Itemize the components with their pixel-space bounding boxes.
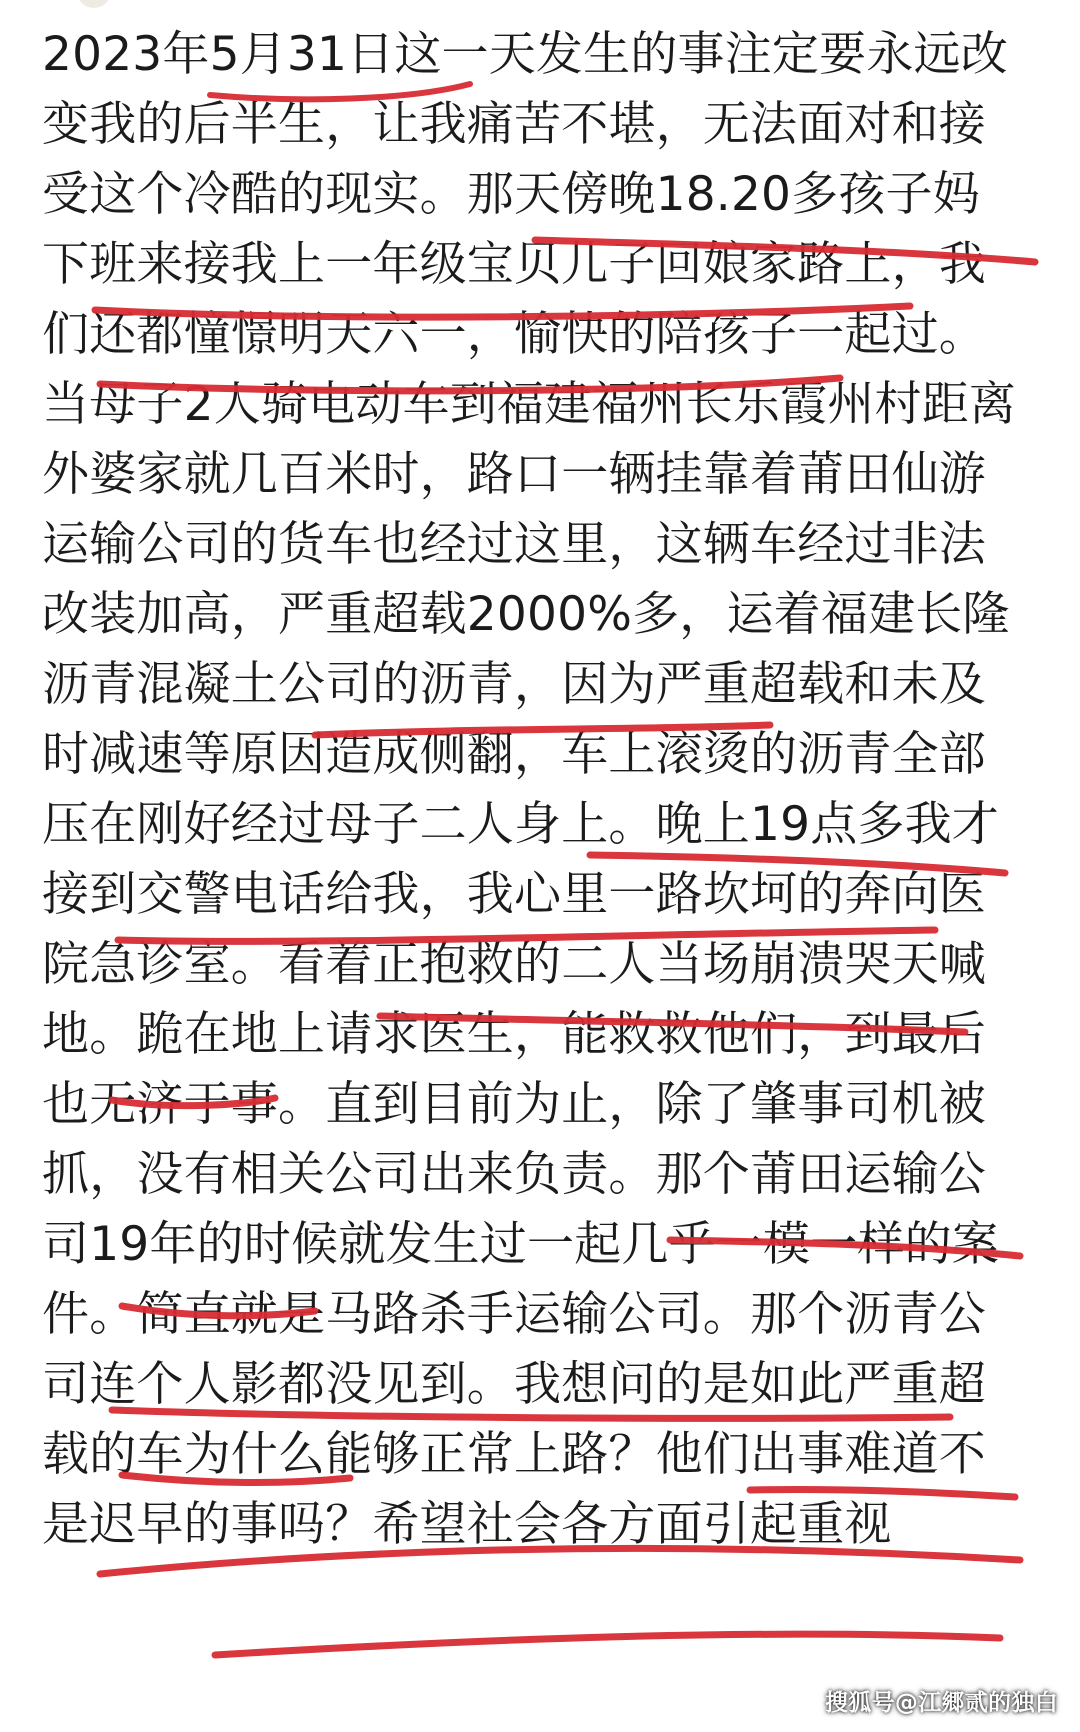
post-line-17: 抓，没有相关公司出来负责。那个莆田运输公 bbox=[42, 1147, 986, 1202]
post-line-2: 变我的后半生，让我痛苦不堪，无法面对和接 bbox=[42, 97, 986, 152]
post-line-10: 沥青混凝土公司的沥青，因为严重超载和未及 bbox=[42, 657, 986, 712]
post-line-11: 时减速等原因造成侧翻，车上滚烫的沥青全部 bbox=[42, 727, 986, 782]
post-line-14: 院急诊室。看着正抱救的二人当场崩溃哭天喊 bbox=[42, 937, 986, 992]
post-line-19: 件。简直就是马路杀手运输公司。那个沥青公 bbox=[42, 1287, 986, 1342]
post-line-22: 是迟早的事吗？希望社会各方面引起重视 bbox=[42, 1497, 892, 1552]
post-line-18: 司19年的时候就发生过一起几乎一模一样的案 bbox=[42, 1217, 1000, 1272]
post-body bbox=[42, 16, 1042, 1716]
post-line-5: 们还都憧憬明天六一，愉快的陪孩子一起过。 bbox=[42, 307, 986, 362]
post-line-4: 下班来接我上一年级宝贝儿子回娘家路上，我 bbox=[42, 237, 986, 292]
post-line-8: 运输公司的货车也经过这里，这辆车经过非法 bbox=[42, 517, 986, 572]
post-line-7: 外婆家就几百米时，路口一辆挂靠着莆田仙游 bbox=[42, 447, 986, 502]
post-line-6: 当母子2人骑电动车到福建福州长乐霞州村距离 bbox=[42, 377, 1017, 432]
post-line-15: 地。跪在地上请求医生，能救救他们，到最后 bbox=[42, 1007, 986, 1062]
source-watermark: 搜狐号@江郷贰的独白 bbox=[825, 1690, 1058, 1716]
post-line-1: 2023年5月31日这一天发生的事注定要永远改 bbox=[42, 27, 1008, 82]
post-line-16: 也无济于事。直到目前为止，除了肇事司机被 bbox=[42, 1077, 986, 1132]
post-line-13: 接到交警电话给我，我心里一路坎坷的奔向医 bbox=[42, 867, 986, 922]
post-line-3: 受这个冷酷的现实。那天傍晚18.20多孩子妈 bbox=[42, 167, 980, 222]
post-line-9: 改装加高，严重超载2000%多，运着福建长隆 bbox=[42, 587, 1010, 642]
post-line-12: 压在刚好经过母子二人身上。晚上19点多我才 bbox=[42, 797, 1000, 852]
avatar-edge bbox=[78, 0, 110, 8]
post-line-20: 司连个人影都没见到。我想问的是如此严重超 bbox=[42, 1357, 986, 1412]
post-line-21: 载的车为什么能够正常上路？他们出事难道不 bbox=[42, 1427, 986, 1482]
